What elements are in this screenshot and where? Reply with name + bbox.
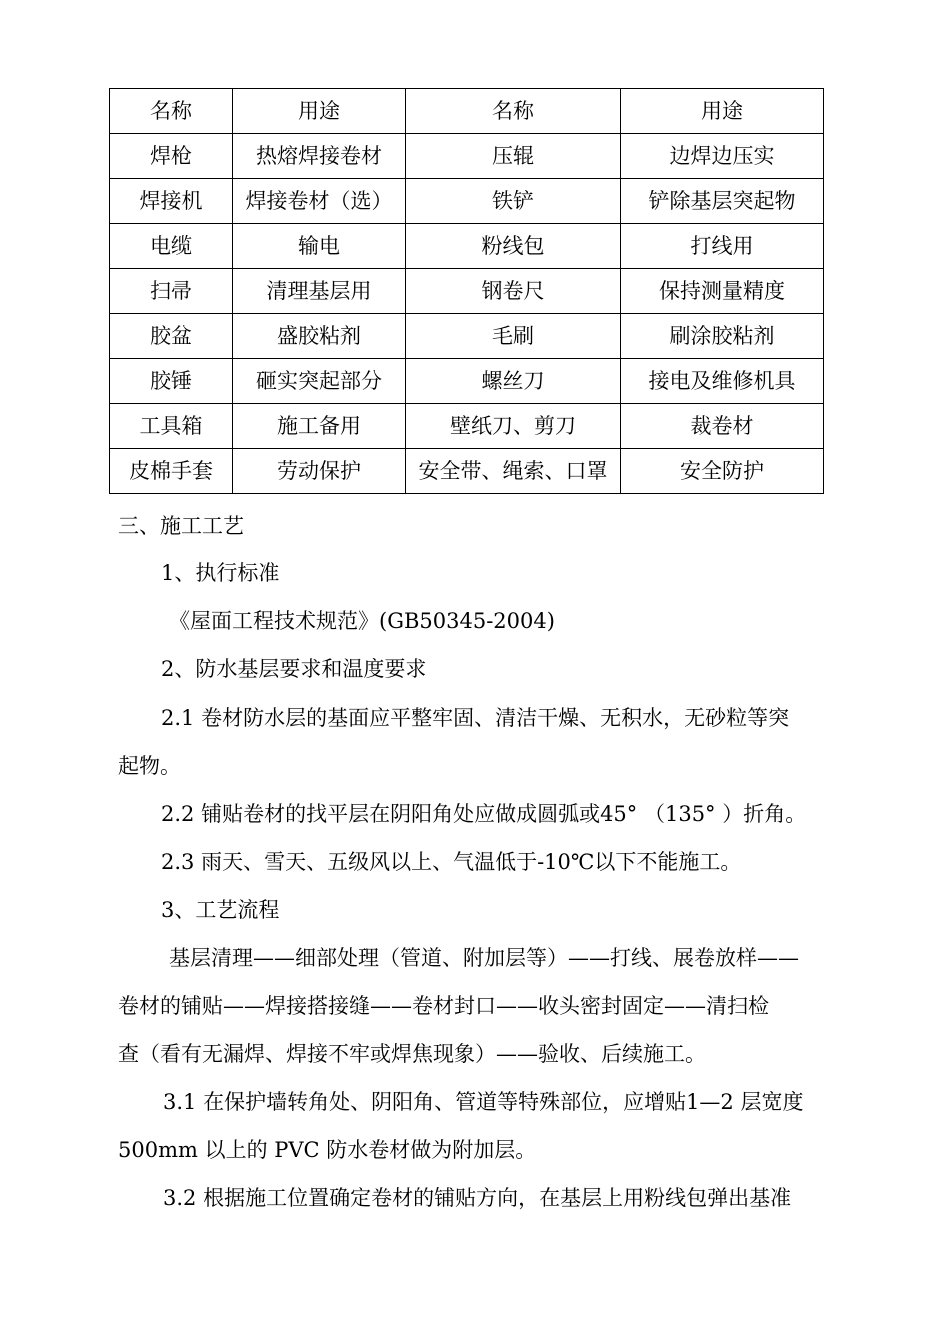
paragraph-2-2: 2.2 铺贴卷材的找平层在阴阳角处应做成圆弧或45° （135° ）折角。 xyxy=(161,802,807,826)
heading-2: 2、防水基层要求和温度要求 xyxy=(161,657,427,681)
table-cell: 砸实突起部分 xyxy=(233,359,406,404)
tools-table-body xyxy=(110,89,824,494)
table-cell: 接电及维修机具 xyxy=(621,359,824,404)
table-row xyxy=(110,449,824,494)
flow-line-3: 查（看有无漏焊、焊接不牢或焊焦现象）——验收、后续施工。 xyxy=(118,1042,706,1066)
heading-1: 1、执行标准 xyxy=(161,561,280,585)
table-cell: 铲除基层突起物 xyxy=(621,179,824,224)
table-cell: 裁卷材 xyxy=(621,404,824,449)
table-cell: 清理基层用 xyxy=(233,269,406,314)
tools-table xyxy=(109,88,824,494)
table-cell: 热熔焊接卷材 xyxy=(233,134,406,179)
paragraph-3-1-line-1: 3.1 在保护墙转角处、阴阳角、管道等特殊部位，应增贴1—2 层宽度 xyxy=(163,1090,804,1114)
table-cell: 打线用 xyxy=(621,224,824,269)
table-cell: 工具箱 xyxy=(110,404,233,449)
table-row xyxy=(110,269,824,314)
table-cell: 钢卷尺 xyxy=(406,269,621,314)
flow-line-2: 卷材的铺贴——焊接搭接缝——卷材封口——收头密封固定——清扫检 xyxy=(118,994,769,1018)
paragraph-2-3: 2.3 雨天、雪天、五级风以上、气温低于-10℃以下不能施工。 xyxy=(161,850,742,874)
paragraph-2-1-line-1: 2.1 卷材防水层的基面应平整牢固、清洁干燥、无积水，无砂粒等突 xyxy=(161,706,790,730)
table-header-cell: 名称 xyxy=(406,89,621,134)
paragraph-3-1-line-2: 500mm 以上的 PVC 防水卷材做为附加层。 xyxy=(118,1138,537,1162)
table-cell: 胶锤 xyxy=(110,359,233,404)
table-cell: 粉线包 xyxy=(406,224,621,269)
table-cell: 毛刷 xyxy=(406,314,621,359)
table-row xyxy=(110,134,824,179)
table-cell: 胶盆 xyxy=(110,314,233,359)
table-cell: 压辊 xyxy=(406,134,621,179)
table-row xyxy=(110,179,824,224)
table-cell: 安全防护 xyxy=(621,449,824,494)
section-title: 三、施工工艺 xyxy=(118,514,244,538)
table-cell: 施工备用 xyxy=(233,404,406,449)
table-cell: 扫帚 xyxy=(110,269,233,314)
table-header-cell: 名称 xyxy=(110,89,233,134)
flow-line-1: 基层清理——细部处理（管道、附加层等）——打线、展卷放样—— xyxy=(169,946,799,970)
table-cell: 皮棉手套 xyxy=(110,449,233,494)
table-cell: 盛胶粘剂 xyxy=(233,314,406,359)
table-cell: 壁纸刀、剪刀 xyxy=(406,404,621,449)
table-cell: 焊接卷材（选） xyxy=(233,179,406,224)
table-cell: 刷涂胶粘剂 xyxy=(621,314,824,359)
table-header-row xyxy=(110,89,824,134)
table-cell: 边焊边压实 xyxy=(621,134,824,179)
heading-3: 3、工艺流程 xyxy=(161,898,280,922)
paragraph-2-1-line-2: 起物。 xyxy=(118,754,181,778)
table-cell: 劳动保护 xyxy=(233,449,406,494)
table-row xyxy=(110,224,824,269)
table-row xyxy=(110,404,824,449)
standard-reference: 《屋面工程技术规范》(GB50345-2004) xyxy=(169,609,555,633)
table-row xyxy=(110,314,824,359)
table-cell: 铁铲 xyxy=(406,179,621,224)
table-header-cell: 用途 xyxy=(233,89,406,134)
table-cell: 保持测量精度 xyxy=(621,269,824,314)
table-row xyxy=(110,359,824,404)
table-cell: 螺丝刀 xyxy=(406,359,621,404)
paragraph-3-2-line-1: 3.2 根据施工位置确定卷材的铺贴方向，在基层上用粉线包弹出基准 xyxy=(163,1186,792,1210)
table-cell: 输电 xyxy=(233,224,406,269)
table-cell: 安全带、绳索、口罩 xyxy=(406,449,621,494)
table-cell: 焊接机 xyxy=(110,179,233,224)
table-cell: 焊枪 xyxy=(110,134,233,179)
table-header-cell: 用途 xyxy=(621,89,824,134)
table-cell: 电缆 xyxy=(110,224,233,269)
